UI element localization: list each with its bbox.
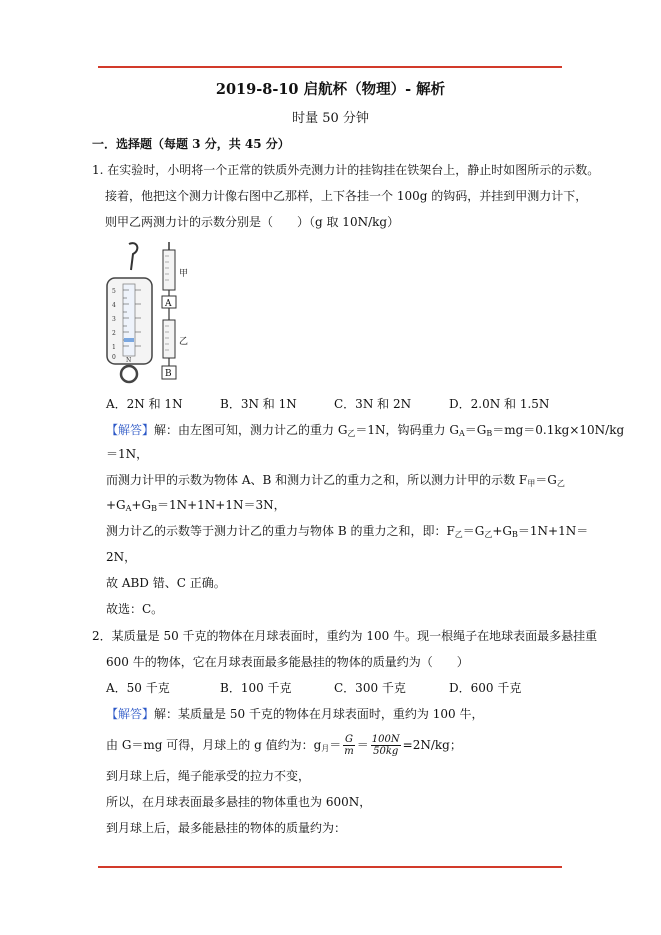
q1-answer-line5: 测力计乙的示数等于测力计乙的重力与物体 B 的重力之和，即：$F_乙=G_乙+G_B=1N+1N=$: [106, 524, 589, 539]
q2-option-b: B．100 千克: [220, 681, 292, 695]
q1-answer-line8: 故选：C。: [106, 602, 164, 616]
q1-answer-line1: 【解答】解：由左图可知，测力计乙的重力 $G_乙=1N$，钩码重力 $G_A=G_B=mg=0.1kg\times 10N/kg$: [106, 423, 625, 438]
scale-tick-3: 3: [112, 316, 116, 323]
q1-answer-line7: 故 ABD 错、C 正确。: [106, 576, 226, 590]
scale-unit-label: N: [126, 357, 132, 364]
label-yi: 乙: [179, 337, 189, 347]
scale-tick-2: 2: [112, 330, 116, 337]
header-rule: [98, 66, 562, 68]
section-heading: 一．选择题（每题 3 分，共 45 分）: [92, 137, 290, 151]
scale-tick-4: 4: [112, 302, 116, 309]
q2-option-d: D．600 千克: [449, 681, 522, 695]
page-subtitle: 时量 50 分钟: [292, 111, 369, 126]
left-scale-window: [123, 284, 135, 356]
q1-option-a: A．2N 和 1N: [106, 397, 183, 411]
q2-answer-line4: 所以，在月球表面最多悬挂的物体重也为 600N，: [106, 795, 372, 809]
q1-option-b: B．3N 和 1N: [220, 397, 297, 411]
left-scale-pointer: [124, 338, 134, 342]
q1-answer-line2: ＝1N，: [106, 447, 149, 461]
scale-tick-1: 1: [112, 344, 116, 351]
label-a: A: [165, 299, 172, 309]
left-scale-ring: [121, 366, 137, 382]
answer-tag: 【解答】: [106, 707, 155, 721]
q1-text-line1: 1. 在实验时，小明将一个正常的铁质外壳测力计的挂钩挂在铁架台上，静止时如图所示的示数。: [92, 163, 600, 177]
q2-option-c: C．300 千克: [334, 681, 406, 695]
spring-scale-figure: [103, 240, 198, 385]
q1-text-line2: 接着，他把这个测力计像右图中乙那样，上下各挂一个 100g 的钩码，并挂到甲测力计下，: [105, 189, 588, 203]
q2-text-line2: 600 牛的物体，它在月球表面最多能悬挂的物体的质量约为（ ）: [106, 655, 469, 669]
footer-rule: [98, 866, 562, 868]
q1-text-line3: 则甲乙两测力计的示数分别是（ ）（g 取 10N/kg）: [105, 215, 400, 229]
scale-tick-0: 0: [112, 354, 116, 361]
q2-answer-line3: 到月球上后，绳子能承受的拉力不变，: [106, 769, 311, 783]
answer-tag: 【解答】: [106, 423, 155, 437]
q2-answer-line1: 【解答】解：某质量是 50 千克的物体在月球表面时，重约为 100 牛，: [106, 707, 484, 721]
q1-answer-line4: $+G_A+G_B=1N+1N+1N=3N$，: [106, 498, 286, 513]
q1-option-c: C．3N 和 2N: [334, 397, 412, 411]
scale-yi-body: [163, 320, 175, 358]
fraction-100n-over-50kg: $\frac{100N}{50kg}$: [371, 734, 400, 757]
q2-option-a: A．50 千克: [106, 681, 170, 695]
left-scale-hook: [129, 243, 137, 270]
label-b: B: [165, 369, 172, 379]
q2-text-line1: 2．某质量是 50 千克的物体在月球表面时，重约为 100 牛。现一根绳子在地球表面最多悬挂重: [92, 629, 598, 643]
fraction-g-over-m: $\frac{G}{m}$: [344, 734, 354, 757]
q1-option-d: D．2.0N 和 1.5N: [449, 397, 550, 411]
q1-answer-line6: 2N，: [106, 550, 137, 564]
label-jia: 甲: [179, 269, 189, 279]
q1-answer-line3: 而测力计甲的示数为物体 A、B 和测力计乙的重力之和，所以测力计甲的示数 $F_甲=G_乙$: [106, 473, 565, 488]
q2-answer-line2: 由 G＝mg 可得，月球上的 g 值约为：$g_月=$ $\frac{G}{m}$ ＝ $\frac{100N}{50kg}$ =2N/kg；: [106, 734, 462, 757]
q2-answer-line5: 到月球上后，最多能悬挂的物体的质量约为：: [106, 821, 347, 835]
scale-tick-5: 5: [112, 288, 116, 295]
page-title: 2019-8-10 启航杯（物理）- 解析: [215, 81, 446, 98]
